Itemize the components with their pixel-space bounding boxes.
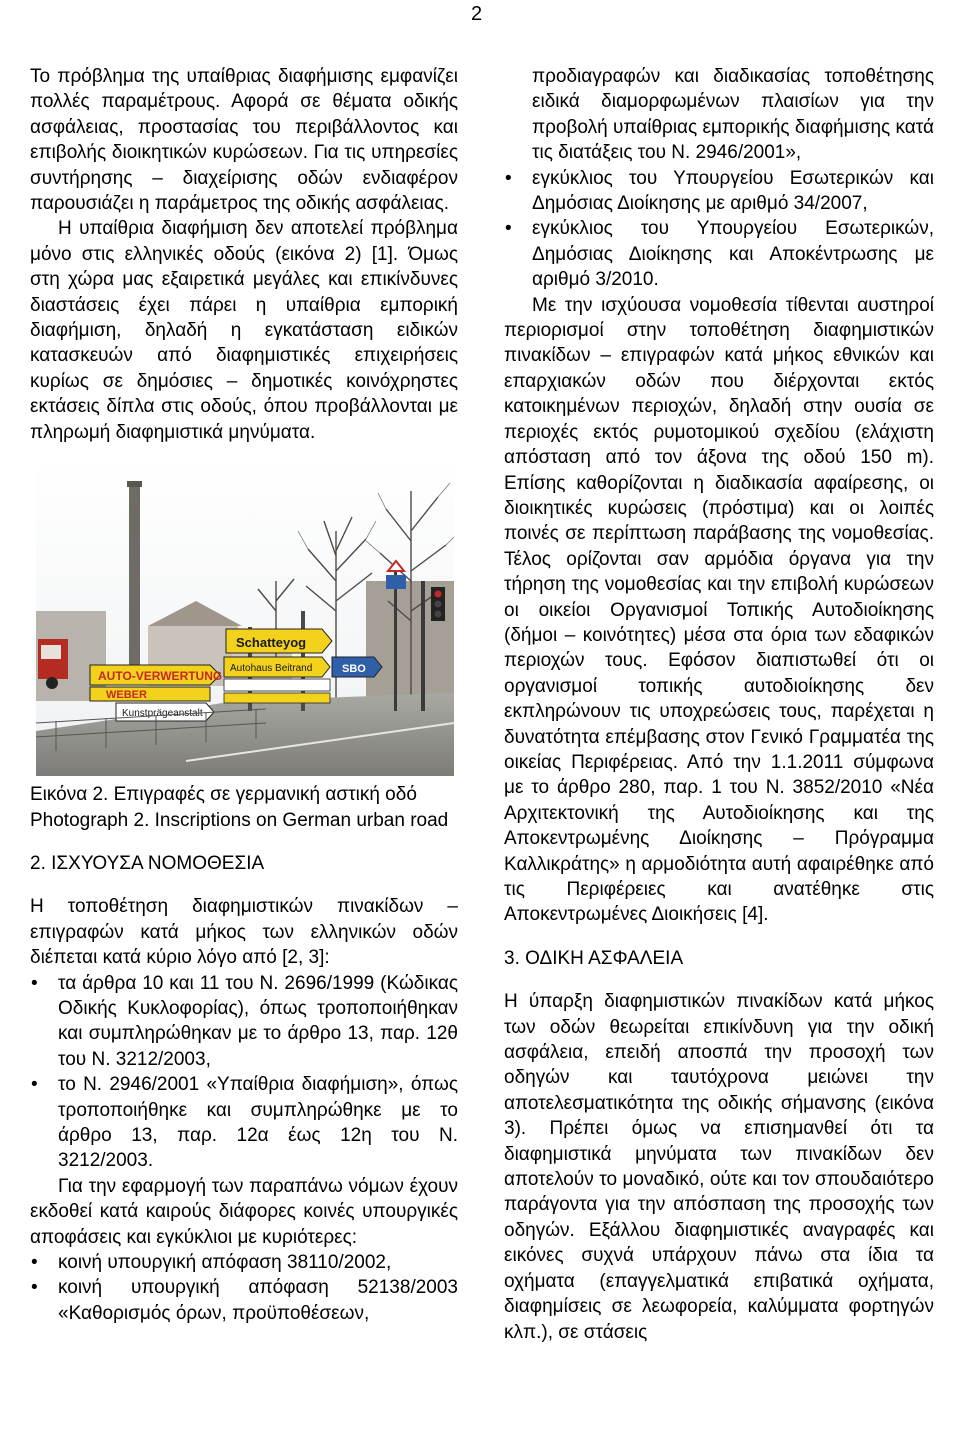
decision-continuation-text: προδιαγραφών και διαδικασίας τοποθέτησης ειδικά διαμορφωμένων πλαισίων για την προβολή υπαίθριας εμπορικής διαφήμισης κατά τις διατάξεις του Ν. 2946/2001», [532,66,934,164]
list-item: • κοινή υπουργική απόφαση 38110/2002, [30,1250,458,1275]
sign-auto-verwertung-text: AUTO-VERWERTUNG [98,669,223,684]
laws-list [30,971,458,1174]
ministerial-decisions-paragraph: Για την εφαρμογή των παραπάνω νόμων έχουν εκδοθεί κατά καιρούς διάφορες κοινές υπουργικές αποφάσεις και εγκύκλιοι με κυριότερες: [30,1175,458,1248]
left-column [30,64,458,1326]
right-column [504,64,934,1345]
restrictions-paragraph: Με την ισχύουσα νομοθεσία τίθενται αυστηροί περιορισμοί στην τοποθέτηση διαφημιστικών πινακίδων – επιγραφών κατά μήκος εθνικών και επαρχιακών οδών που διέρχονται εκτός κατοικημένων περιοχών, δηλαδή στην ουσία σε περιοχές εκτός ρυμοτομικού σχεδίου (ελάχιστη απόσταση από τον άξονα της οδού 150 m). Επίσης καθορίζονται η διαδικασία αφαίρεσης, οι διοικητικές κυρώσεις (πρόστιμα) και οι λοιπές ποινές σε περίπτωση παράβασης της νομοθεσίας. Τέλος ορίζονται σαν αρμόδια όργανα για την τήρηση της νομοθεσίας και την επιβολή κυρώσεων οι οικείοι Οργανισμοί Τοπικής Αυτοδιοίκησης (δήμοι – κοινότητες) μέσα στα όρια των εδαφικών περιοχών τους. Εφόσον διαπιστωθεί ότι οι οργανισμοί τοπικής αυτοδιοίκησης δεν εκπληρώνουν τις υποχρεώσεις τους, παρέχεται η δυνατότητα επέμβασης στον Γενικό Γραμματέα της οικείας Περιφέρειας. Από την 1.1.2011 σύμφωνα με το άρθρο 280, παρ. 1 του Ν. 3852/2010 «Νέα Αρχιτεκτονική της Αυτοδιοίκησης και της Αποκεντρωμένης Διοίκησης – Πρόγραμμα Καλλικράτης» η αρμοδιότητα αυτή αφαιρέθηκε από τις Περιφέρειες και ανατέθηκε στις Αποκεντρωμένες Διοικήσεις [4]. [504,294,934,926]
intro-paragraph: Το πρόβλημα της υπαίθριας διαφήμισης εμφανίζει πολλές παραμέτρους. Αφορά σε θέματα οδικής ασφάλειας, προστασίας του περιβάλλοντος και επιβολής διοικητικών κυρώσεων. Για τις υπηρεσίες συντήρησης – διαχείρισης οδών ενδιαφέρον παρουσιάζει η παράμετρος της οδικής ασφάλειας. [30,66,458,215]
list-item: • κοινή υπουργική απόφαση 52138/2003 «Καθορισμός όρων, προϋποθέσεων, [30,1275,458,1326]
list-item: • το Ν. 2946/2001 «Υπαίθρια διαφήμιση», όπως τροποποιήθηκε και συμπληρώθηκε με το άρθρο 13, παρ. 12α έως 12η του Ν. 3212/2003. [30,1072,458,1174]
sign-weber-text: WEBER [106,689,147,702]
list-item: • εγκύκλιος του Υπουργείου Εσωτερικών και Δημόσιας Διοίκησης με αριθμό 34/2007, [504,166,934,217]
street-signs-photo [36,461,454,776]
section-2-heading: 2. ΙΣΧΥΟΥΣΑ ΝΟΜΟΘΕΣΙΑ [30,852,265,874]
section-3-heading: 3. ΟΔΙΚΗ ΑΣΦΑΛΕΙΑ [504,947,684,969]
decisions-list [30,1250,458,1326]
list-item: • τα άρθρα 10 και 11 του Ν. 2696/1999 (Κώδικας Οδικής Κυκλοφορίας), όπως τροποποιήθηκαν και συμπληρώθηκαν με το άρθρο 13, παρ. 12θ του Ν. 3212/2003, [30,971,458,1073]
figure-caption-greek: Εικόνα 2. Επιγραφές σε γερμανική αστική οδό [30,784,417,806]
circulars-list [504,166,934,293]
legislation-paragraph: Η τοποθέτηση διαφημιστικών πινακίδων – επιγραφών κατά μήκος των ελληνικών οδών διέπεται κατά κύριο λόγο από [2, 3]: [30,896,458,969]
sign-sbo-text: SBO [342,663,366,676]
list-item: • εγκύκλιος του Υπουργείου Εσωτερικών, Δημόσιας Διοίκησης και Αποκέντρωσης με αριθμό 3/2010. [504,216,934,292]
sign-schatteyog-text: Schatteyog [236,635,307,651]
figure-caption-english: Photograph 2. Inscriptions on German urban road [30,809,449,831]
sign-kunst-text: Kunstprägeanstalt [122,708,203,720]
page-number: 2 [471,3,483,25]
sign-autohaus-text: Autohaus Beitrand [230,663,313,675]
road-safety-paragraph: Η ύπαρξη διαφημιστικών πινακίδων κατά μήκος των οδών θεωρείται επικίνδυνη για την οδική ασφάλεια, επειδή αποσπά την προσοχή των οδηγών και ταυτόχρονα μειώνει την αποτελεσματικότητα της οδικής σήμανσης (εικόνα 3). Πρέπει όμως να επισημανθεί ότι τα διαφημιστικά μηνύματα των πινακίδων δεν αποτελούν το μοναδικό, ούτε και τον σπουδαιότερο παράγοντα για την απόσπαση της προσοχής των οδηγών. Εξάλλου διαφημιστικές αναγραφές και εικόνες συχνά υπάρχουν πάνω στα ίδια τα οχήματα (επαγγελματικά επιβατικά οχήματα, διαφημίσεις σε λεωφορεία, καλύμματα φορτηγών κλπ.), σε στάσεις [504,991,934,1343]
advertising-problem-paragraph: Η υπαίθρια διαφήμιση δεν αποτελεί πρόβλημα μόνο στις ελληνικές οδούς (εικόνα 2) [1]. Όμως στη χώρα μας εξαιρετικά μεγάλες και επικίνδυνες διαστάσεις έχει πάρει η υπαίθρια εμπορική διαφήμιση, δηλαδή η εγκατάσταση ειδικών κατασκευών από διαφημιστικές επιχειρήσεις κυρίως σε δημόσιες – δημοτικές κοινόχρηστες εκτάσεις δίπλα στις οδούς, όπου προβάλλονται με πληρωμή διαφημιστικά μηνύματα. [30,218,458,443]
